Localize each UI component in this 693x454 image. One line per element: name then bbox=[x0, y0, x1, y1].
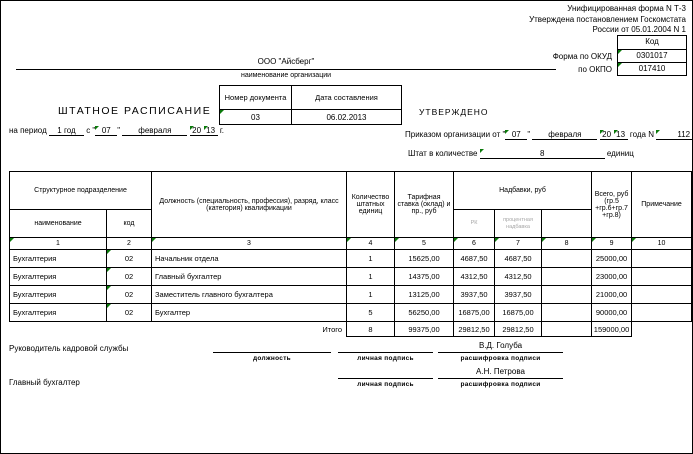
hr-signature-block bbox=[338, 345, 433, 362]
hr-signature-line[interactable] bbox=[338, 345, 433, 353]
cell-dept[interactable]: Бухгалтерия bbox=[10, 250, 107, 268]
cell-salary[interactable]: 13125,00 bbox=[395, 286, 454, 304]
totals-extra[interactable] bbox=[542, 322, 592, 337]
order-label: Приказом организации от bbox=[405, 130, 501, 139]
period-pre-day: с " bbox=[86, 126, 96, 135]
code-box bbox=[617, 35, 687, 76]
cell-code[interactable]: 02 bbox=[107, 268, 152, 286]
cell-rk[interactable]: 4687,50 bbox=[454, 250, 495, 268]
okpo-value-cell[interactable]: 017410 bbox=[618, 62, 686, 75]
header-note: Примечание bbox=[632, 172, 692, 238]
cell-percent[interactable]: 3937,50 bbox=[495, 286, 542, 304]
period-line bbox=[9, 126, 224, 136]
doc-date-value[interactable]: 06.02.2013 bbox=[292, 110, 402, 125]
period-suffix: г. bbox=[219, 126, 224, 135]
position-signature-block bbox=[213, 345, 331, 362]
form-note bbox=[529, 4, 686, 36]
period-post-day: " bbox=[117, 126, 121, 135]
order-line bbox=[405, 130, 693, 140]
header-staff-count: Количество штатных единиц bbox=[347, 172, 395, 238]
cell-count[interactable]: 1 bbox=[347, 250, 395, 268]
header-unit-code: код bbox=[107, 210, 152, 238]
organization-name[interactable]: ООО "Айсберг" bbox=[16, 57, 556, 70]
cell-salary[interactable]: 15625,00 bbox=[395, 250, 454, 268]
colnum-8: 8 bbox=[542, 238, 592, 250]
cell-extra[interactable] bbox=[542, 268, 592, 286]
cell-percent[interactable]: 4312,50 bbox=[495, 268, 542, 286]
okpo-label: по ОКПО bbox=[578, 65, 612, 74]
totals-salary[interactable]: 99375,00 bbox=[395, 322, 454, 337]
header-bonus-blank bbox=[542, 210, 592, 238]
cell-percent[interactable]: 4687,50 bbox=[495, 250, 542, 268]
cell-total[interactable]: 21000,00 bbox=[592, 286, 632, 304]
cell-percent[interactable]: 16875,00 bbox=[495, 304, 542, 322]
staff-count-line bbox=[408, 149, 634, 159]
hr-name[interactable]: В.Д. Голуба bbox=[438, 341, 563, 353]
cell-count[interactable]: 1 bbox=[347, 268, 395, 286]
header-unit-name: наименование bbox=[10, 210, 107, 238]
hr-signature-caption: личная подпись bbox=[357, 355, 414, 362]
position-caption: должность bbox=[253, 355, 291, 362]
cell-extra[interactable] bbox=[542, 286, 592, 304]
colnum-1: 1 bbox=[10, 238, 107, 250]
period-duration-field[interactable]: 1 год bbox=[49, 126, 84, 136]
period-label: на период bbox=[9, 126, 47, 135]
order-day-field[interactable]: 07 bbox=[505, 130, 527, 140]
cell-dept[interactable]: Бухгалтерия bbox=[10, 268, 107, 286]
form-note-line1: Унифицированная форма N Т-3 bbox=[567, 4, 686, 13]
form-note-line2: Утверждена постановлением Госкомстата bbox=[529, 14, 686, 24]
totals-percent[interactable]: 29812,50 bbox=[495, 322, 542, 337]
header-bonus-rk: РК bbox=[454, 210, 495, 238]
cell-note[interactable] bbox=[632, 304, 692, 322]
header-total: Всего, руб (гр.5 +гр.6+гр.7 +гр.8) bbox=[592, 172, 632, 238]
cell-salary[interactable]: 14375,00 bbox=[395, 268, 454, 286]
cell-position[interactable]: Заместитель главного бухгалтера bbox=[152, 286, 347, 304]
cell-dept[interactable]: Бухгалтерия bbox=[10, 286, 107, 304]
cell-code[interactable]: 02 bbox=[107, 286, 152, 304]
cell-count[interactable]: 1 bbox=[347, 286, 395, 304]
colnum-5: 5 bbox=[395, 238, 454, 250]
order-year-field[interactable]: 13 bbox=[614, 130, 628, 140]
cell-extra[interactable] bbox=[542, 304, 592, 322]
period-day-field[interactable]: 07 bbox=[95, 126, 117, 136]
approved-label: УТВЕРЖДЕНО bbox=[419, 107, 489, 117]
totals-rk[interactable]: 29812,50 bbox=[454, 322, 495, 337]
header-salary: Тарифная ставка (оклад) и пр., руб bbox=[395, 172, 454, 238]
cell-extra[interactable] bbox=[542, 250, 592, 268]
totals-note-spacer bbox=[632, 322, 692, 337]
hr-transcript-block bbox=[438, 341, 563, 362]
header-bonuses: Надбавки, руб bbox=[454, 172, 592, 210]
cell-total[interactable]: 90000,00 bbox=[592, 304, 632, 322]
organization-name-caption: наименование организации bbox=[240, 72, 332, 79]
staff-count-label: Штат в количестве bbox=[408, 149, 478, 158]
cell-note[interactable] bbox=[632, 250, 692, 268]
cell-rk[interactable]: 4312,50 bbox=[454, 268, 495, 286]
cell-note[interactable] bbox=[632, 286, 692, 304]
cell-total[interactable]: 23000,00 bbox=[592, 268, 632, 286]
hr-manager-title: Руководитель кадровой службы bbox=[9, 344, 129, 353]
table-row bbox=[10, 250, 692, 268]
table-row bbox=[10, 268, 692, 286]
doc-date-label: Дата составления bbox=[292, 86, 402, 110]
header-structural-unit: Структурное подразделение bbox=[10, 172, 152, 210]
okud-value-cell[interactable]: 0301017 bbox=[618, 49, 686, 62]
colnum-10: 10 bbox=[632, 238, 692, 250]
totals-total[interactable]: 159000,00 bbox=[592, 322, 632, 337]
period-century-field[interactable]: 20 bbox=[190, 126, 204, 136]
order-month-field[interactable]: февраля bbox=[532, 130, 597, 140]
period-year-field[interactable]: 13 bbox=[204, 126, 218, 136]
cell-code[interactable]: 02 bbox=[107, 250, 152, 268]
doc-number-value[interactable]: 03 bbox=[220, 110, 292, 125]
colnum-9: 9 bbox=[592, 238, 632, 250]
colnum-3: 3 bbox=[152, 238, 347, 250]
staff-units-label: единиц bbox=[606, 149, 634, 158]
accountant-signature-caption: личная подпись bbox=[357, 381, 414, 388]
order-number-field[interactable]: 112 bbox=[656, 130, 693, 140]
position-line[interactable] bbox=[213, 345, 331, 353]
cell-dept[interactable]: Бухгалтерия bbox=[10, 304, 107, 322]
colnum-2: 2 bbox=[107, 238, 152, 250]
staff-count-field[interactable]: 8 bbox=[480, 149, 605, 159]
order-year-label: года bbox=[629, 130, 646, 139]
cell-position[interactable]: Главный бухгалтер bbox=[152, 268, 347, 286]
document-head-table bbox=[219, 85, 402, 125]
period-month-field[interactable]: февраля bbox=[122, 126, 187, 136]
accountant-name[interactable]: А.Н. Петрова bbox=[438, 367, 563, 379]
cell-count[interactable]: 5 bbox=[347, 304, 395, 322]
colnum-7: 7 bbox=[495, 238, 542, 250]
doc-number-label: Номер документа bbox=[220, 86, 292, 110]
accountant-transcript-caption: расшифровка подписи bbox=[460, 381, 541, 388]
totals-count[interactable]: 8 bbox=[347, 322, 395, 337]
okud-label: Форма по ОКУД bbox=[552, 52, 612, 61]
cell-rk[interactable]: 16875,00 bbox=[454, 304, 495, 322]
cell-position[interactable]: Начальник отдела bbox=[152, 250, 347, 268]
order-pre-day: " bbox=[502, 130, 506, 139]
form-note-line3: России от 05.01.2004 N 1 bbox=[592, 25, 686, 34]
chief-accountant-title: Главный бухгалтер bbox=[9, 378, 80, 387]
cell-note[interactable] bbox=[632, 268, 692, 286]
totals-label: Итого bbox=[322, 324, 342, 334]
table-row bbox=[10, 286, 692, 304]
accountant-signature-line[interactable] bbox=[338, 371, 433, 379]
cell-position[interactable]: Бухгалтер bbox=[152, 304, 347, 322]
cell-code[interactable]: 02 bbox=[107, 304, 152, 322]
accountant-signature-block bbox=[338, 371, 433, 388]
staffing-table bbox=[9, 171, 692, 337]
table-row bbox=[10, 304, 692, 322]
order-n-label: N bbox=[648, 130, 655, 139]
cell-rk[interactable]: 3937,50 bbox=[454, 286, 495, 304]
colnum-6: 6 bbox=[454, 238, 495, 250]
order-century-field[interactable]: 20 bbox=[600, 130, 614, 140]
totals-spacer bbox=[10, 322, 152, 337]
header-position: Должность (специальность, профессия), разряд, класс (категория) квалификации bbox=[152, 172, 347, 238]
cell-salary[interactable]: 56250,00 bbox=[395, 304, 454, 322]
colnum-4: 4 bbox=[347, 238, 395, 250]
cell-total[interactable]: 25000,00 bbox=[592, 250, 632, 268]
totals-row bbox=[10, 322, 692, 337]
accountant-transcript-block bbox=[438, 367, 563, 388]
hr-transcript-caption: расшифровка подписи bbox=[460, 355, 541, 362]
order-post-day: " bbox=[527, 130, 531, 139]
code-box-header: Код bbox=[645, 37, 659, 46]
header-bonus-percent: процентная надбавка bbox=[495, 210, 542, 238]
document-title: ШТАТНОЕ РАСПИСАНИЕ bbox=[58, 105, 212, 117]
